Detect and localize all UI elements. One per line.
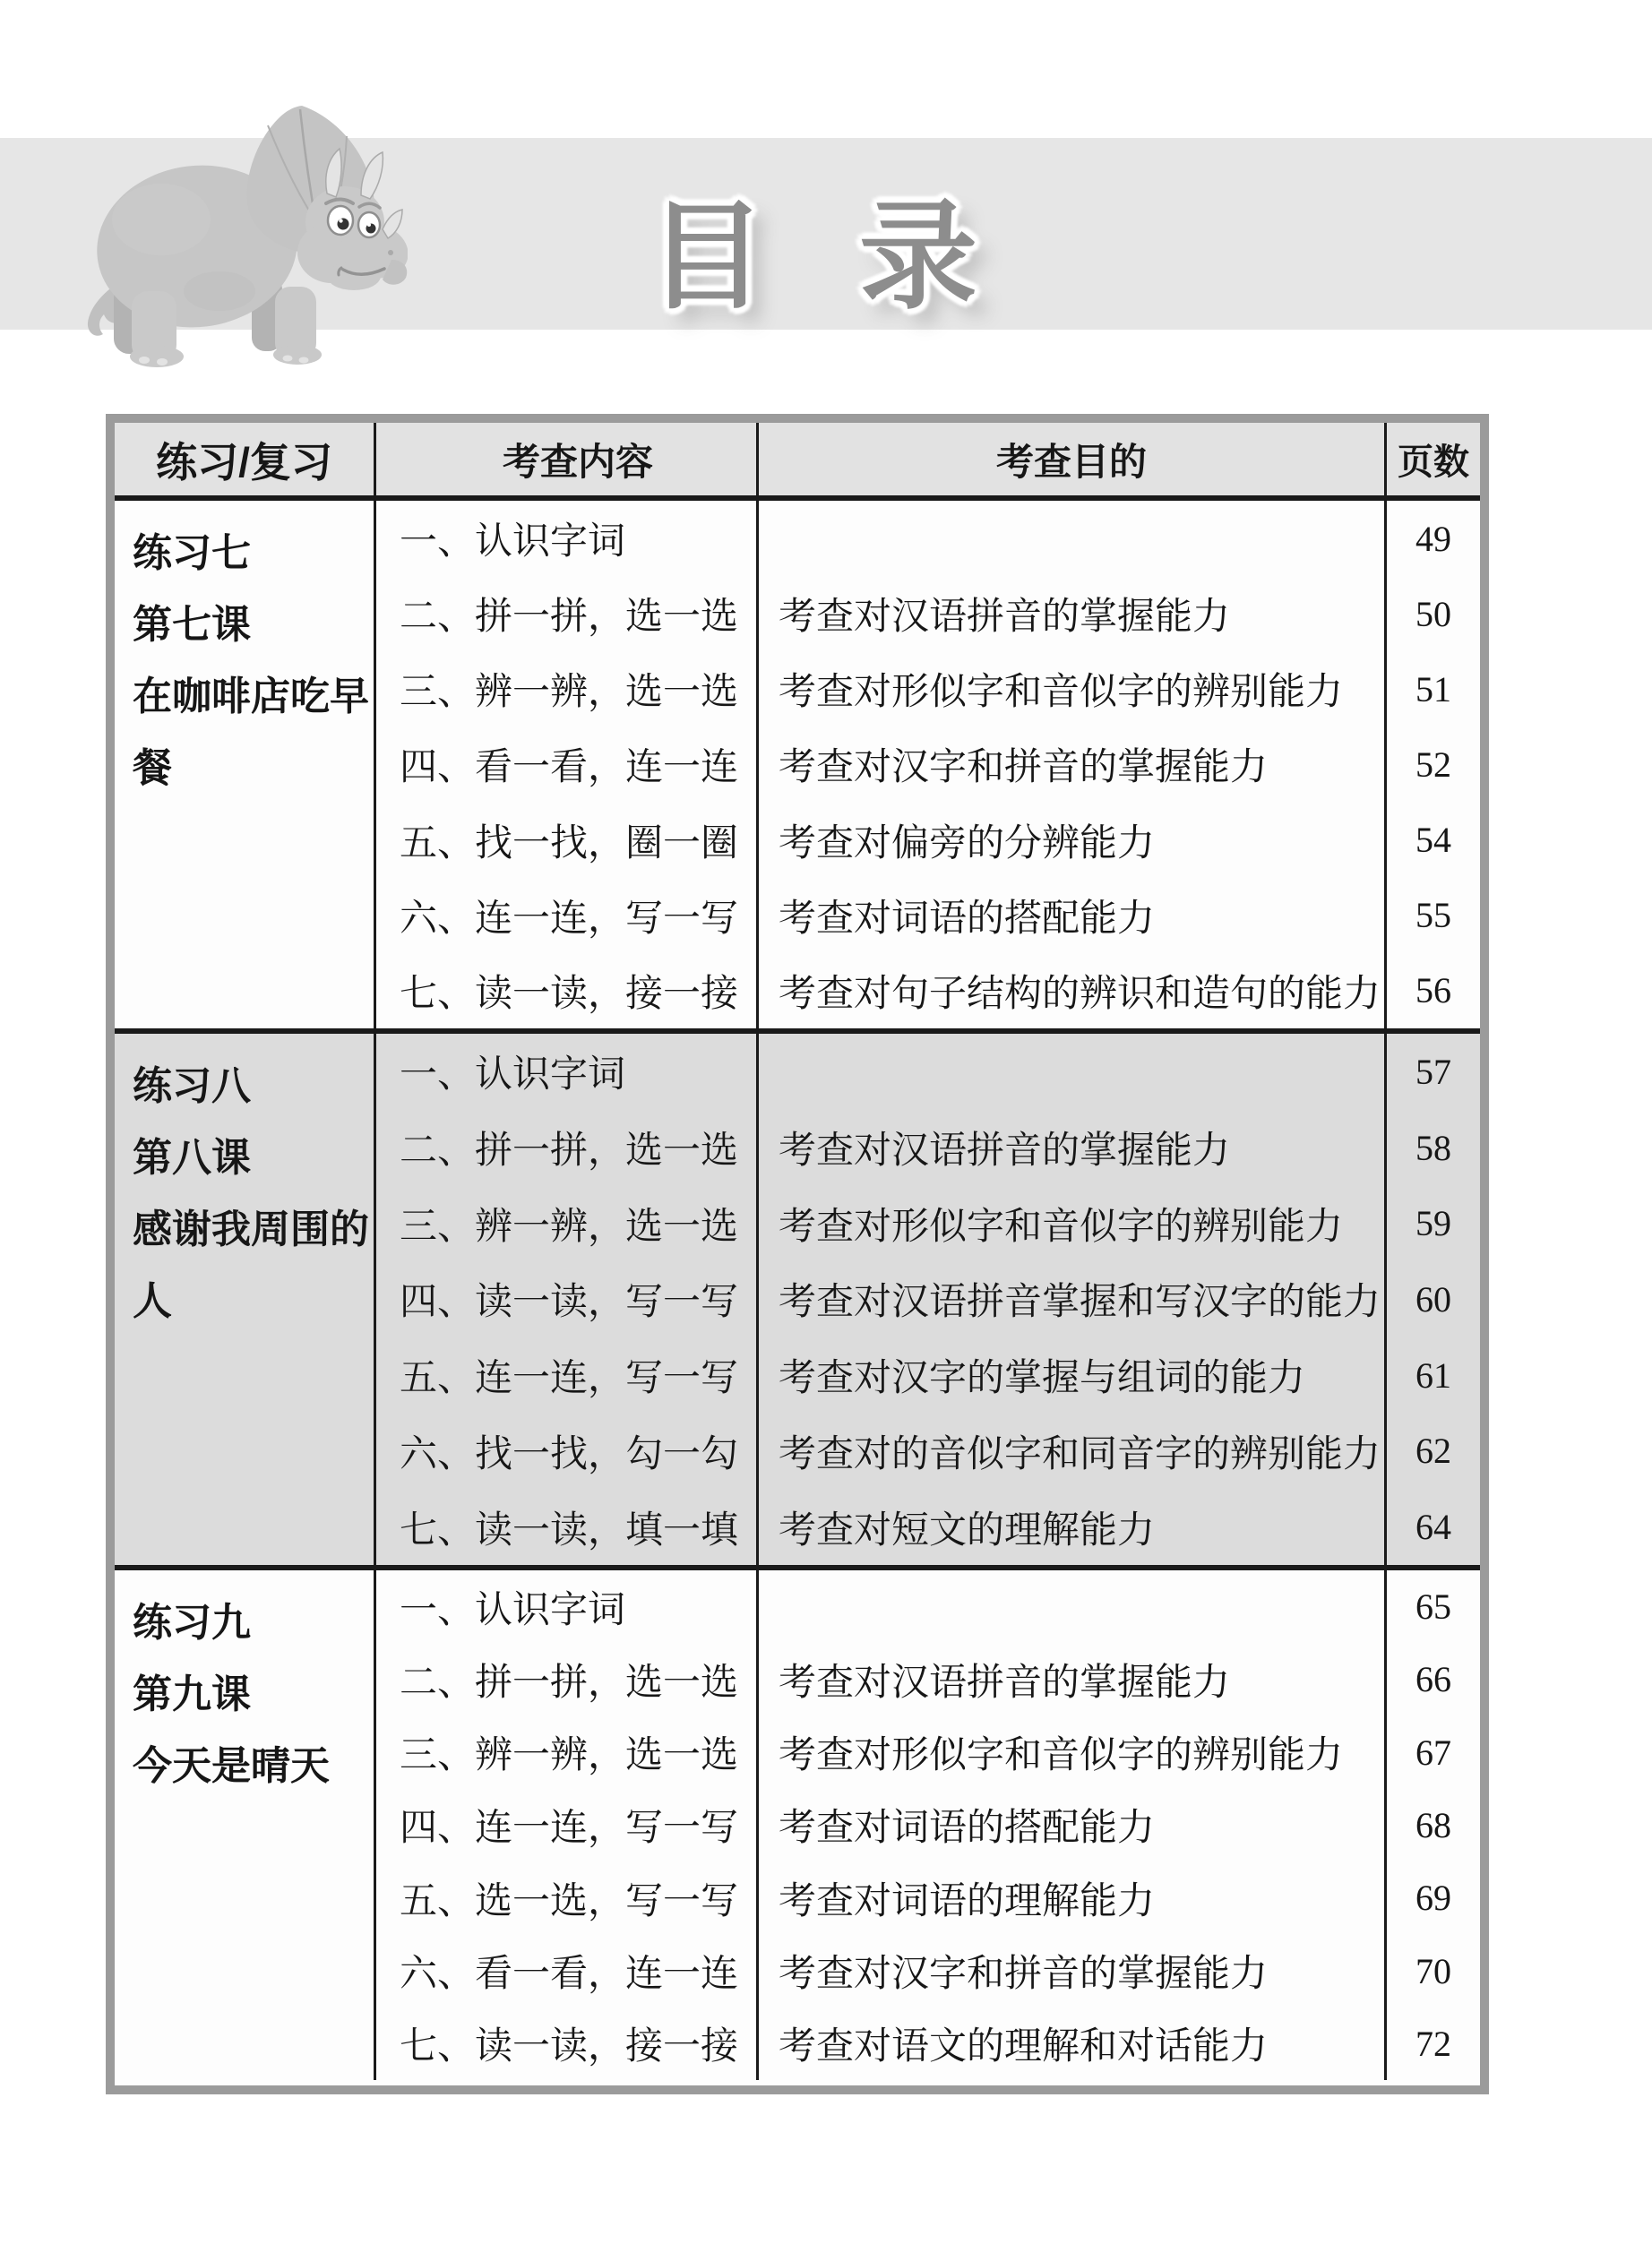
page-number-cell: 55 — [1384, 878, 1480, 953]
content-cell: 五、选一选，写一写 — [374, 1861, 756, 1934]
page-title: 目 录 — [648, 188, 983, 326]
content-cell: 五、连一连，写一写 — [374, 1337, 756, 1414]
page-number-cell: 54 — [1384, 803, 1480, 878]
content-cell: 二、拼一拼，选一选 — [374, 1110, 756, 1186]
purpose-cell: 考查对汉语拼音的掌握能力 — [756, 576, 1384, 651]
page-number-cell: 65 — [1384, 1570, 1480, 1643]
purpose-cell: 考查对的音似字和同音字的辨别能力 — [756, 1414, 1384, 1490]
purpose-cell: 考查对语文的理解和对话能力 — [756, 2007, 1384, 2080]
content-cell: 三、辨一辨，选一选 — [374, 1185, 756, 1261]
column-header-purpose: 考查目的 — [756, 423, 1384, 495]
content-cell: 一、认识字词 — [374, 501, 756, 576]
content-cell: 七、读一读，填一填 — [374, 1489, 756, 1565]
purpose-cell — [756, 501, 1384, 576]
unit-cell — [115, 1570, 374, 2080]
purpose-cell — [756, 1034, 1384, 1110]
content-cell: 三、辨一辨，选一选 — [374, 651, 756, 726]
purpose-cell: 考查对词语的搭配能力 — [756, 1789, 1384, 1861]
content-cell: 一、认识字词 — [374, 1570, 756, 1643]
content-cell: 四、读一读，写一写 — [374, 1261, 756, 1337]
page-number-cell: 72 — [1384, 2007, 1480, 2080]
content-cell: 四、看一看，连一连 — [374, 726, 756, 802]
content-cell: 六、连一连，写一写 — [374, 878, 756, 953]
purpose-cell: 考查对词语的搭配能力 — [756, 878, 1384, 953]
page-number-cell: 69 — [1384, 1861, 1480, 1934]
section-exercise-9 — [115, 1565, 1480, 2080]
content-cell: 四、连一连，写一写 — [374, 1789, 756, 1861]
triceratops-illustration — [76, 99, 408, 367]
page-number-cell: 60 — [1384, 1261, 1480, 1337]
purpose-cell: 考查对汉字和拼音的掌握能力 — [756, 726, 1384, 802]
unit-cell — [115, 501, 374, 1028]
purpose-cell — [756, 1570, 1384, 1643]
purpose-cell: 考查对形似字和音似字的辨别能力 — [756, 1716, 1384, 1789]
column-header-pages: 页数 — [1384, 423, 1480, 495]
page-number-cell: 56 — [1384, 953, 1480, 1028]
column-header-content: 考查内容 — [374, 423, 756, 495]
table-header-row — [115, 423, 1480, 501]
page-number-cell: 70 — [1384, 1934, 1480, 2007]
purpose-cell: 考查对汉语拼音的掌握能力 — [756, 1110, 1384, 1186]
unit-line: 练习九 — [133, 1601, 251, 1645]
column-header-exercise: 练习/复习 — [156, 438, 332, 486]
purpose-cell: 考查对汉语拼音的掌握能力 — [756, 1643, 1384, 1715]
purpose-cell: 考查对形似字和音似字的辨别能力 — [756, 651, 1384, 726]
content-cell: 二、拼一拼，选一选 — [374, 1643, 756, 1715]
section-exercise-8 — [115, 1028, 1480, 1565]
purpose-cell: 考查对偏旁的分辨能力 — [756, 803, 1384, 878]
toc-table — [106, 414, 1489, 2094]
purpose-cell: 考查对汉语拼音掌握和写汉字的能力 — [756, 1261, 1384, 1337]
purpose-cell: 考查对短文的理解能力 — [756, 1489, 1384, 1565]
content-cell: 六、看一看，连一连 — [374, 1934, 756, 2007]
content-cell: 五、找一找，圈一圈 — [374, 803, 756, 878]
page-number-cell: 67 — [1384, 1716, 1480, 1789]
unit-line: 感谢我周围的人 — [133, 1208, 369, 1323]
content-cell: 三、辨一辨，选一选 — [374, 1716, 756, 1789]
unit-line: 第七课 — [133, 603, 251, 647]
purpose-cell: 考查对句子结构的辨识和造句的能力 — [756, 953, 1384, 1028]
purpose-cell: 考查对汉字和拼音的掌握能力 — [756, 1934, 1384, 2007]
purpose-cell: 考查对汉字的掌握与组词的能力 — [756, 1337, 1384, 1414]
page-number-cell: 58 — [1384, 1110, 1480, 1186]
page-number-cell: 66 — [1384, 1643, 1480, 1715]
page-number-cell: 52 — [1384, 726, 1480, 802]
unit-line: 在咖啡店吃早餐 — [133, 675, 369, 790]
page-number-cell: 50 — [1384, 576, 1480, 651]
page-number-cell: 68 — [1384, 1789, 1480, 1861]
page-number-cell: 62 — [1384, 1414, 1480, 1490]
unit-line: 第九课 — [133, 1672, 251, 1716]
unit-cell — [115, 1034, 374, 1565]
unit-line: 练习八 — [133, 1064, 251, 1108]
page-number-cell: 49 — [1384, 501, 1480, 576]
purpose-cell: 考查对词语的理解能力 — [756, 1861, 1384, 1934]
unit-line: 第八课 — [133, 1136, 251, 1180]
content-cell: 六、找一找，勾一勾 — [374, 1414, 756, 1490]
page-number-cell: 61 — [1384, 1337, 1480, 1414]
page-number-cell: 51 — [1384, 651, 1480, 726]
content-cell: 一、认识字词 — [374, 1034, 756, 1110]
section-exercise-7 — [115, 501, 1480, 1028]
unit-line: 今天是晴天 — [133, 1744, 330, 1788]
content-cell: 七、读一读，接一接 — [374, 2007, 756, 2080]
page-number-cell: 64 — [1384, 1489, 1480, 1565]
content-cell: 七、读一读，接一接 — [374, 953, 756, 1028]
unit-line: 练习七 — [133, 531, 251, 575]
page-number-cell: 59 — [1384, 1185, 1480, 1261]
page-number-cell: 57 — [1384, 1034, 1480, 1110]
purpose-cell: 考查对形似字和音似字的辨别能力 — [756, 1185, 1384, 1261]
content-cell: 二、拼一拼，选一选 — [374, 576, 756, 651]
